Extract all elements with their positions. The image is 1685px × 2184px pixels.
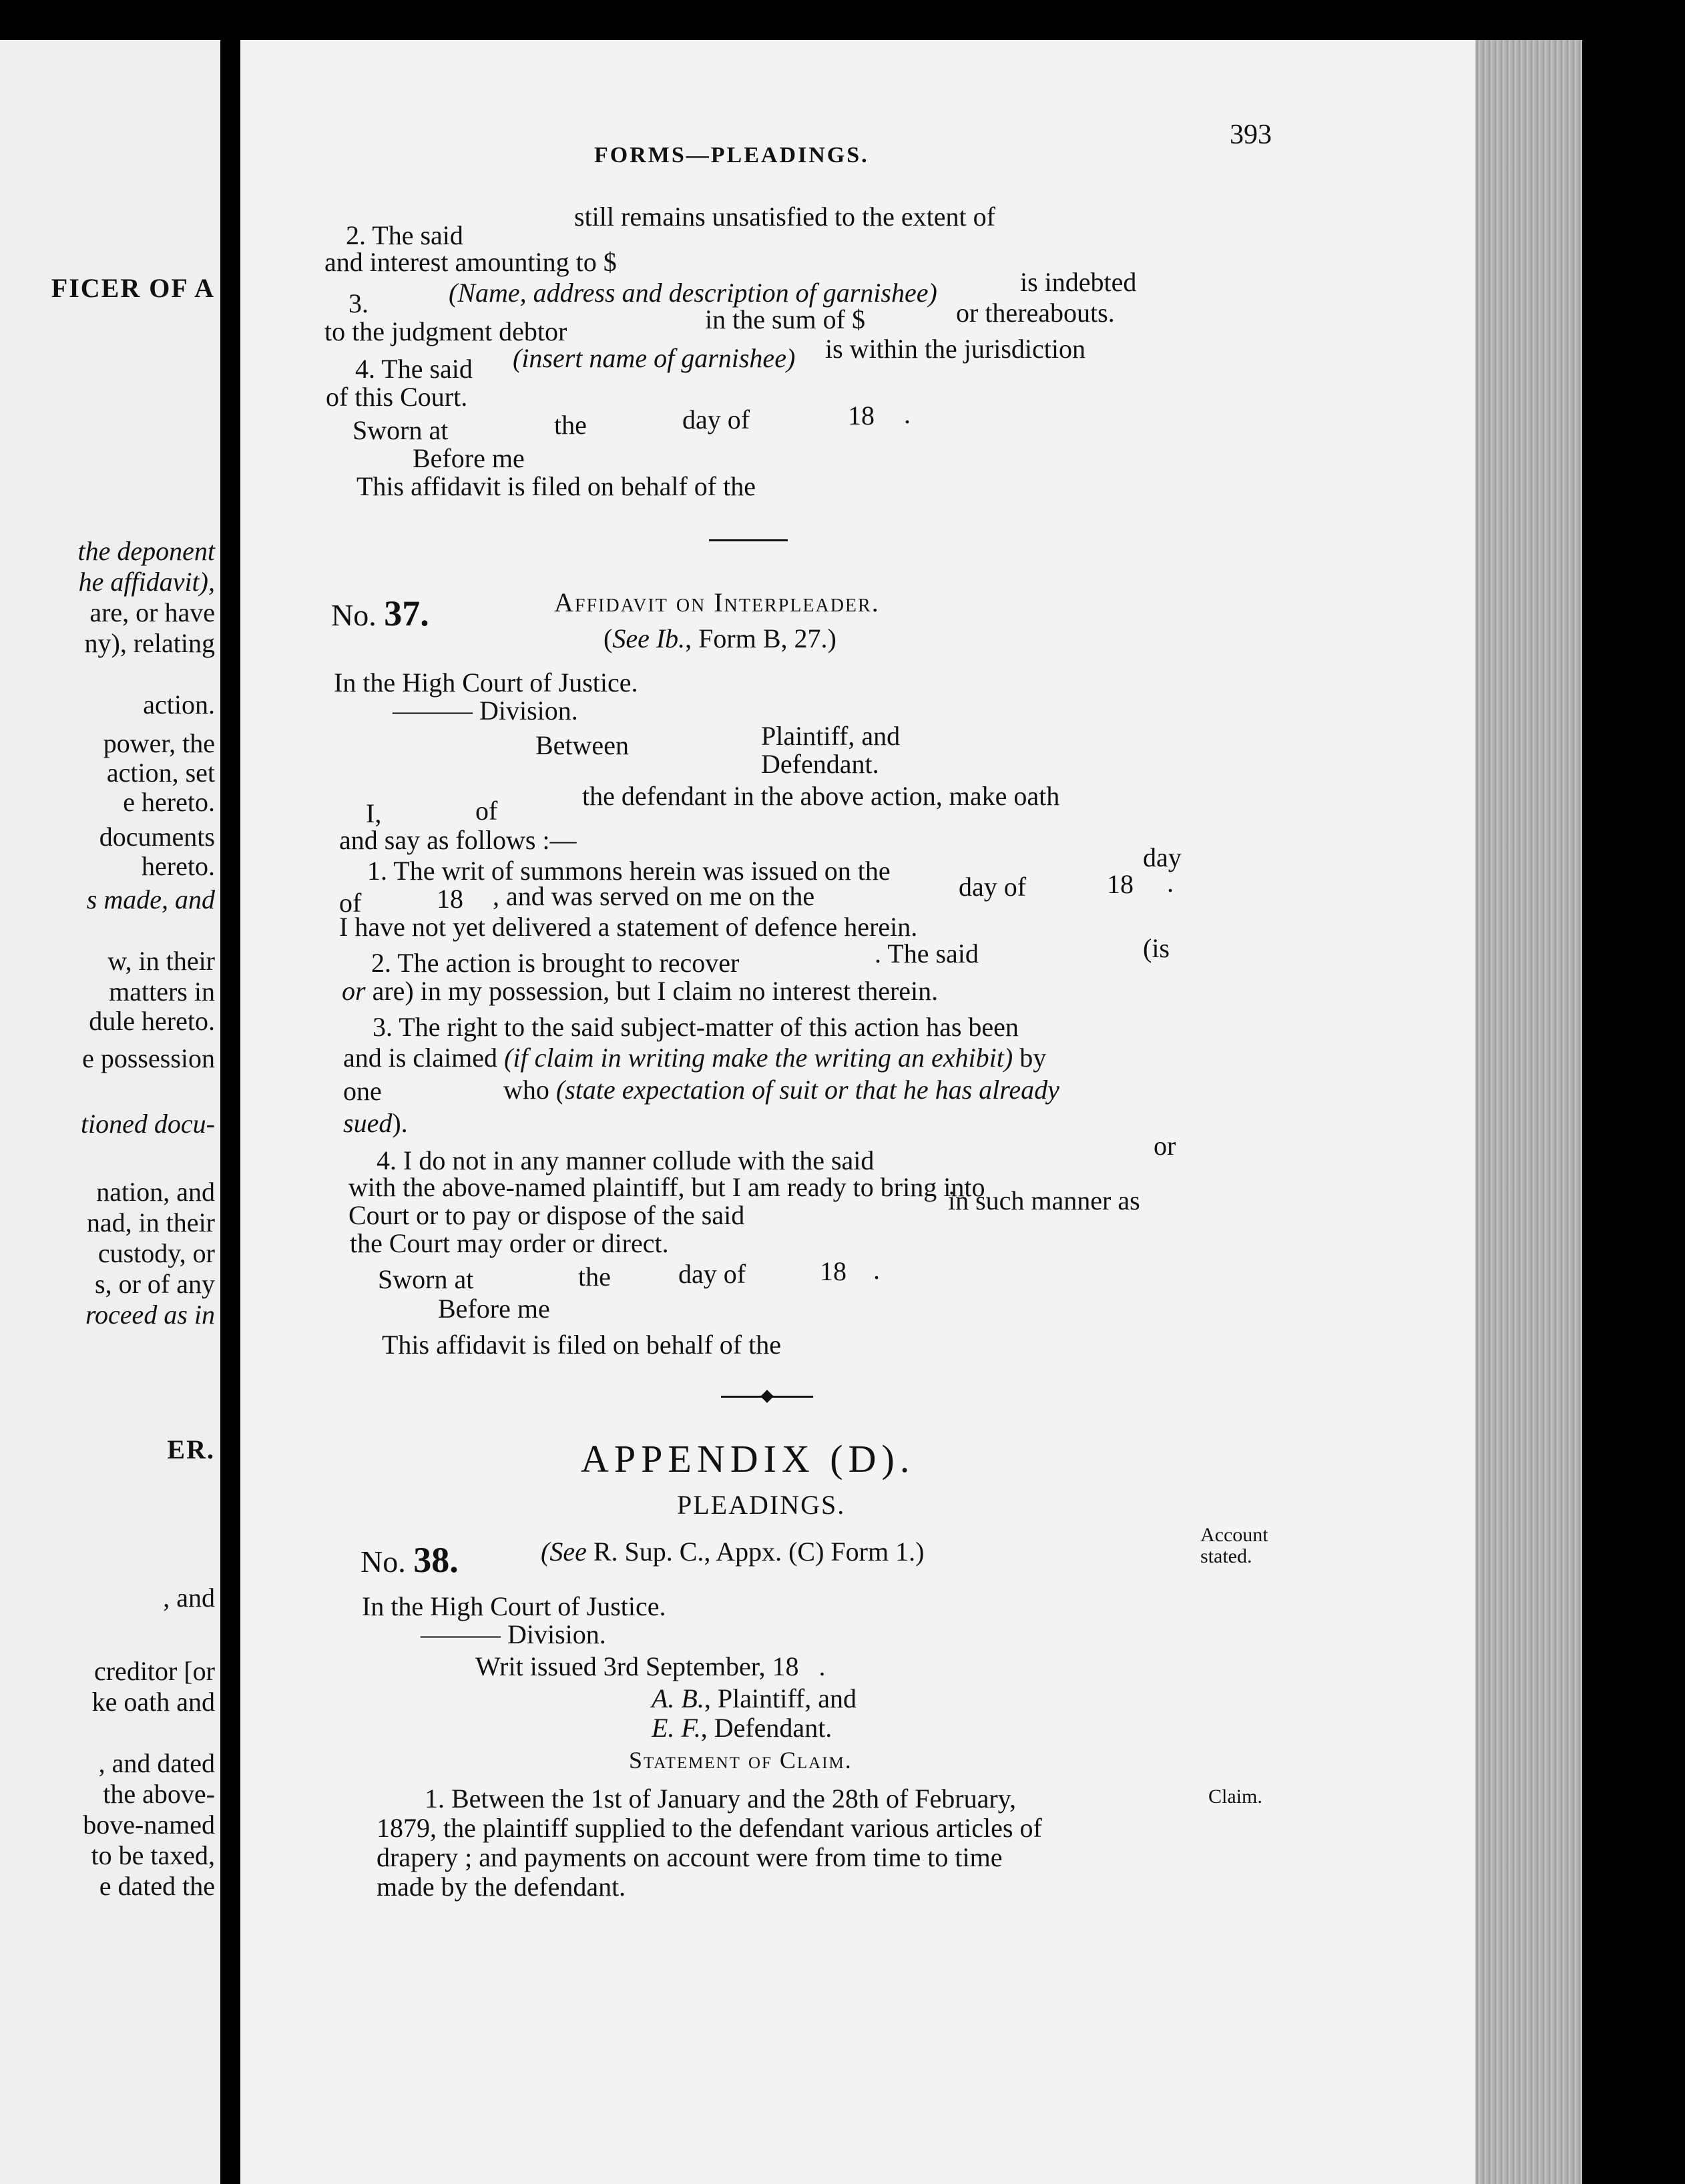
p4-line3a: Court or to pay or dispose of the said — [348, 1200, 745, 1230]
p3-by: by — [1019, 1043, 1047, 1073]
left-fragment: custody, or — [97, 1238, 215, 1268]
p2-the-said: . The said — [875, 938, 979, 969]
ref-see: (See — [541, 1537, 587, 1567]
para-3-number: 3. — [348, 288, 369, 318]
left-fragment: action, set — [106, 758, 215, 788]
p2-is: (is — [1143, 933, 1170, 963]
claim-line2: 1879, the plaintiff supplied to the defendant various articles of — [377, 1813, 1042, 1843]
claim-line1: 1. Between the 1st of January and the 28th of February, — [425, 1784, 1017, 1814]
left-fragment: are, or have — [89, 597, 215, 627]
p3-end: ). — [392, 1108, 408, 1138]
left-fragment: bove-named — [83, 1810, 215, 1840]
left-fragment: dule hereto. — [89, 1006, 215, 1036]
para-3-line2c: or thereabouts. — [956, 298, 1115, 328]
plaintiff-label: , Plaintiff, and — [704, 1683, 857, 1713]
writ-text: Writ issued 3rd September, 18 — [475, 1651, 799, 1681]
para-4-italic: (insert name of garnishee) — [513, 343, 796, 373]
defendant-label: , Defendant. — [700, 1713, 832, 1743]
sworn-dot: . — [873, 1255, 880, 1285]
left-fragment: ER. — [167, 1434, 215, 1464]
side-note-claim: Claim. — [1208, 1786, 1262, 1808]
p3-italic: (if claim in writing make the writing an exhibit) — [504, 1043, 1013, 1073]
p3-sued: sued — [343, 1108, 393, 1138]
sworn-day-of: day of — [678, 1259, 746, 1289]
division: ——— Division. — [393, 696, 578, 726]
writ-issued — [475, 1651, 825, 1682]
division: ——— Division. — [421, 1619, 606, 1649]
p4-line3b: in such manner as — [948, 1185, 1140, 1215]
p4-line4: the Court may order or direct. — [350, 1228, 669, 1258]
section-rule — [709, 539, 788, 541]
plaintiff — [652, 1683, 857, 1714]
form-38-number — [360, 1540, 459, 1580]
running-title: FORMS—PLEADINGS. — [594, 143, 869, 168]
sworn-at: Sworn at — [378, 1264, 474, 1294]
para-2-line2: and interest amounting to $ — [324, 247, 617, 277]
appendix-subtitle: PLEADINGS. — [677, 1490, 846, 1520]
sworn-dot: . — [904, 399, 911, 429]
filed-on-behalf: This affidavit is filed on behalf of the — [382, 1330, 781, 1360]
left-fragment: s, or of any — [95, 1269, 215, 1299]
p3-who: who — [503, 1075, 549, 1105]
left-fragment: FICER OF A — [51, 273, 215, 303]
left-page — [0, 40, 220, 2184]
plaintiff: Plaintiff, and — [761, 721, 901, 751]
p2-line1: 2. The action is brought to recover — [371, 948, 740, 978]
para-3-italic: (Name, address and description of garnishee) — [449, 278, 937, 308]
p3-expectation: (state expectation of suit or that he has already — [555, 1075, 1059, 1105]
left-fragment: power, the — [103, 728, 215, 758]
p3-line1: 3. The right to the said subject-matter of this action has been — [373, 1012, 1019, 1042]
p2-possession: are) in my possession, but I claim no interest therein. — [372, 976, 939, 1006]
p4-line1: 4. I do not in any manner collude with the said — [377, 1145, 875, 1175]
p3-one: one — [343, 1076, 382, 1106]
left-fragment: to be taxed, — [91, 1840, 215, 1870]
p3-line4 — [343, 1108, 408, 1139]
left-fragment: creditor [or — [93, 1656, 215, 1686]
intro-i: I, — [366, 798, 382, 828]
left-fragment: s made, and — [86, 884, 215, 914]
p1-day: day — [1143, 842, 1182, 872]
left-fragment: hereto. — [142, 851, 215, 881]
p2-line2 — [342, 976, 938, 1007]
left-fragment: nad, in their — [86, 1207, 215, 1238]
p4-or: or — [1154, 1131, 1176, 1161]
left-fragment: nation, and — [96, 1177, 215, 1207]
sworn-year: 18 — [820, 1256, 847, 1286]
form-37-reference — [604, 623, 836, 654]
p1-line1: 1. The writ of summons herein was issued on the — [367, 856, 891, 886]
left-fragment: ke oath and — [91, 1687, 215, 1717]
para-4-start: 4. The said — [355, 354, 473, 384]
intro-line2: and say as follows :— — [339, 825, 577, 855]
side-note-stated: stated. — [1200, 1545, 1252, 1567]
claim-line4: made by the defendant. — [377, 1872, 626, 1902]
between: Between — [535, 730, 629, 760]
p2-or: or — [342, 976, 366, 1006]
left-fragment: he affidavit), — [78, 567, 215, 597]
claim-line3: drapery ; and payments on account were from time to time — [377, 1842, 1003, 1872]
left-fragment: , and — [163, 1583, 215, 1613]
court-name: In the High Court of Justice. — [334, 667, 638, 698]
plaintiff-name: A. B. — [652, 1683, 704, 1713]
para-3-rest: is indebted — [1020, 267, 1137, 297]
sworn-the: the — [554, 410, 587, 440]
form-37-number — [331, 593, 429, 633]
ref-see: See Ib. — [612, 623, 686, 653]
left-fragment: action. — [143, 690, 215, 720]
left-fragment: w, in their — [107, 946, 215, 976]
p1-dot: . — [1167, 868, 1174, 898]
left-fragment: documents — [99, 822, 215, 852]
para-3-line2b: in the sum of $ — [705, 304, 865, 334]
p1-served: , and was served on me on the — [493, 881, 815, 911]
left-fragment: the above- — [103, 1779, 215, 1809]
p1-day-of: day of — [959, 872, 1027, 902]
before-me: Before me — [438, 1294, 550, 1324]
form-37-title: Affidavit on Interpleader. — [554, 587, 880, 617]
sworn-year: 18 — [848, 400, 875, 431]
sworn-at: Sworn at — [352, 415, 449, 445]
court-name: In the High Court of Justice. — [362, 1591, 666, 1621]
side-note-account: Account — [1200, 1524, 1268, 1546]
scan-border — [1582, 40, 1685, 2184]
page-edges — [1475, 40, 1582, 2184]
intro-rest: the defendant in the above action, make oath — [582, 781, 1060, 811]
left-fragment: e possession — [82, 1043, 215, 1073]
form-number-prefix: No. — [360, 1545, 406, 1579]
statement-of-claim: Statement of Claim. — [629, 1747, 853, 1773]
p3-line3 — [503, 1075, 1059, 1105]
p1-18a: 18 — [437, 884, 463, 914]
left-fragment: matters in — [109, 977, 215, 1007]
para-4-rest: is within the jurisdiction — [825, 334, 1086, 364]
filed-on-behalf: This affidavit is filed on behalf of the — [356, 471, 756, 501]
left-fragment: the deponent — [77, 536, 215, 566]
left-fragment: e hereto. — [123, 787, 215, 817]
left-fragment: tioned docu- — [80, 1109, 215, 1139]
para-2-start: 2. The said — [346, 220, 463, 250]
appendix-title: APPENDIX (D). — [581, 1437, 915, 1480]
defendant-name: E. F. — [652, 1713, 701, 1743]
p1-of: of — [339, 888, 362, 918]
page-number: 393 — [1230, 119, 1272, 150]
p4-line2: with the above-named plaintiff, but I am ready to bring into — [348, 1172, 985, 1202]
p1-line3: I have not yet delivered a statement of defence herein. — [339, 912, 918, 942]
sworn-the: the — [578, 1262, 611, 1292]
defendant — [652, 1713, 832, 1743]
ref-rest: , Form B, 27.) — [685, 623, 836, 653]
left-fragment: , and dated — [98, 1748, 215, 1778]
para-4-line2: of this Court. — [326, 382, 468, 412]
defendant: Defendant. — [761, 749, 879, 779]
book-gutter — [220, 40, 240, 2184]
before-me: Before me — [413, 443, 525, 473]
p1-18b: 18 — [1107, 869, 1134, 899]
ref-rest: R. Sup. C., Appx. (C) Form 1.) — [593, 1537, 925, 1567]
form-number-prefix: No. — [331, 598, 377, 632]
sworn-day-of: day of — [682, 404, 750, 435]
ref-open: ( — [604, 623, 613, 653]
left-fragment: ny), relating — [84, 628, 215, 658]
para-2-text: still remains unsatisfied to the extent of — [574, 202, 995, 232]
form-number: 37. — [384, 593, 429, 633]
left-fragment: e dated the — [99, 1871, 215, 1901]
para-3-line2a: to the judgment debtor — [324, 316, 567, 346]
left-fragment: roceed as in — [85, 1300, 215, 1330]
intro-of: of — [475, 796, 498, 826]
form-number: 38. — [413, 1540, 459, 1580]
p3-line2 — [343, 1043, 1046, 1073]
writ-dot: . — [818, 1651, 826, 1681]
p3-claimed: and is claimed — [343, 1043, 498, 1073]
form-38-reference — [541, 1537, 924, 1567]
